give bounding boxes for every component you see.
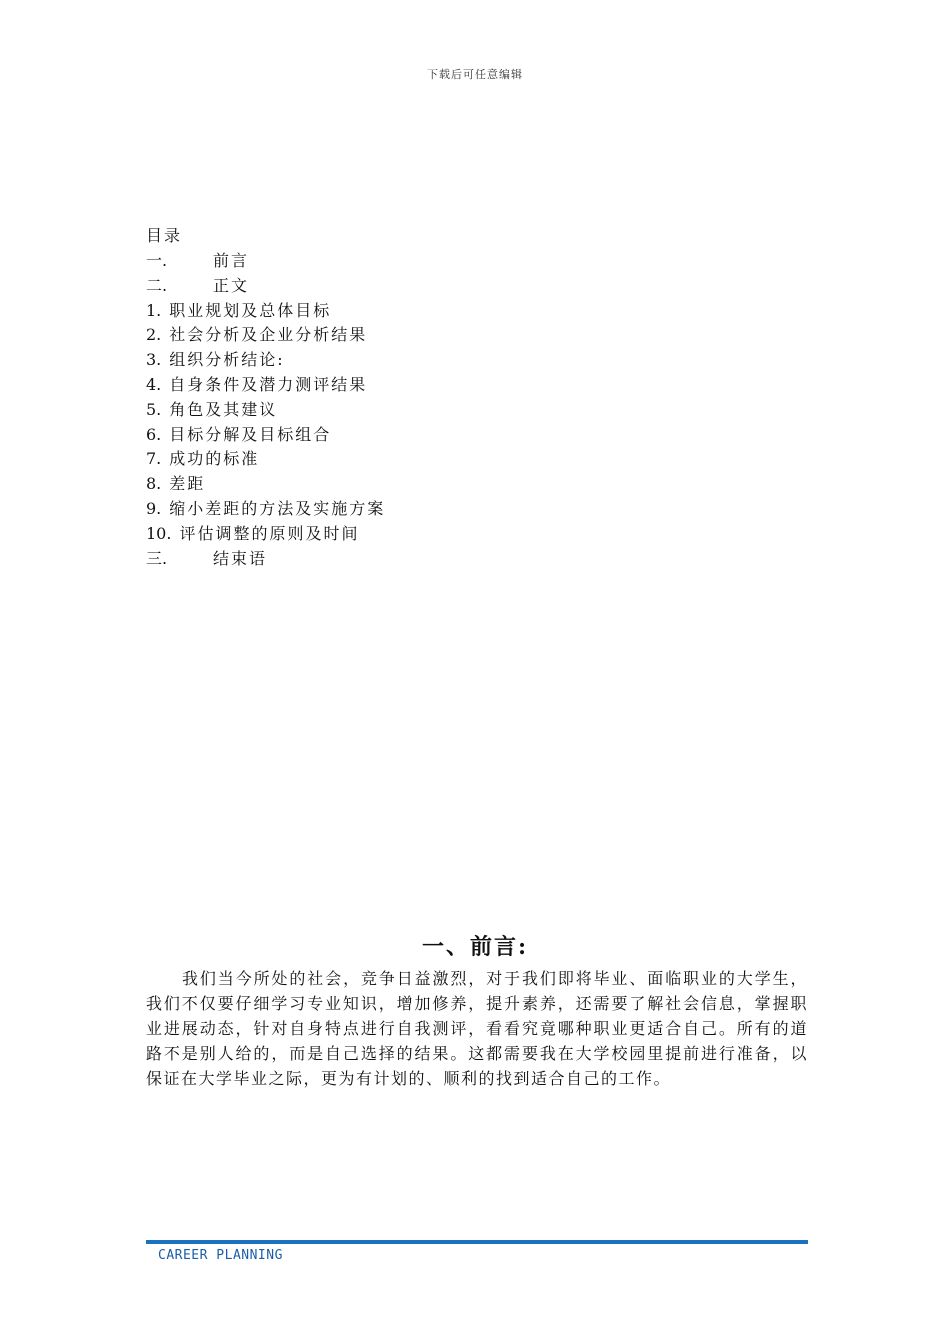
toc-item-number: 7. [146, 449, 162, 469]
toc-item [146, 373, 746, 398]
toc-item-label: 差距 [169, 474, 206, 494]
toc-item [146, 348, 746, 373]
toc-item-number: 4. [146, 374, 162, 394]
section-heading: 一、前言: [421, 934, 529, 960]
toc-item [146, 447, 746, 472]
toc-item-number: 二. [146, 275, 168, 295]
toc-item-label: 成功的标准 [169, 449, 260, 469]
toc-item [146, 423, 746, 448]
toc-item-number: 8. [146, 474, 162, 494]
toc-item [146, 497, 746, 522]
toc-item-number: 10. [146, 523, 172, 543]
toc-item-number: 6. [146, 424, 162, 444]
toc-item-label: 正文 [213, 275, 250, 295]
toc-item [146, 249, 746, 274]
toc-item [146, 547, 746, 572]
toc-item-label: 组织分析结论: [169, 350, 285, 370]
footer-rule [146, 1240, 808, 1244]
toc-item-label: 职业规划及总体目标 [169, 300, 332, 320]
toc-item-label: 评估调整的原则及时间 [179, 523, 360, 543]
toc-item [146, 522, 746, 547]
toc-item-label: 结束语 [213, 548, 268, 568]
toc-item-label: 前言 [213, 251, 250, 270]
toc-item-label: 社会分析及企业分析结果 [169, 325, 368, 345]
toc-item-label: 角色及其建议 [169, 399, 278, 419]
toc-item-number: 9. [146, 498, 162, 518]
toc-item-label: 缩小差距的方法及实施方案 [169, 498, 386, 518]
toc-item [146, 472, 746, 497]
toc-item-label: 自身条件及潜力测评结果 [169, 374, 368, 394]
toc-item-number: 2. [146, 325, 162, 345]
toc-item-label: 目标分解及目标组合 [169, 424, 332, 444]
toc-item-number: 3. [146, 350, 162, 370]
footer-label: CAREER PLANNING [158, 1248, 283, 1263]
toc-item-number: 1. [146, 300, 162, 320]
table-of-contents [146, 224, 746, 571]
toc-item [146, 274, 746, 299]
toc-item-number: 一. [146, 251, 168, 270]
toc-item [146, 299, 746, 324]
toc-item-number: 5. [146, 399, 162, 419]
toc-item [146, 398, 746, 423]
toc-item [146, 323, 746, 348]
toc-title: 目录 [146, 226, 183, 245]
preface-paragraph: 我们当今所处的社会，竞争日益激烈，对于我们即将毕业、面临职业的大学生，我们不仅要仔细学习专业知识，增加修养，提升素养，还需要了解社会信息，掌握职业进展动态，针对自身特点进行自我测评，看看究竟哪种职业更适合自己。所有的道路不是别人给的，而是自己选择的结果。这都需要我在大学校园里提前进行准备，以保证在大学毕业之际，更为有计划的、顺利的找到适合自己的工作。 [146, 969, 808, 1088]
header-note: 下载后可任意编辑 [427, 68, 523, 81]
toc-item-number: 三. [146, 548, 168, 568]
